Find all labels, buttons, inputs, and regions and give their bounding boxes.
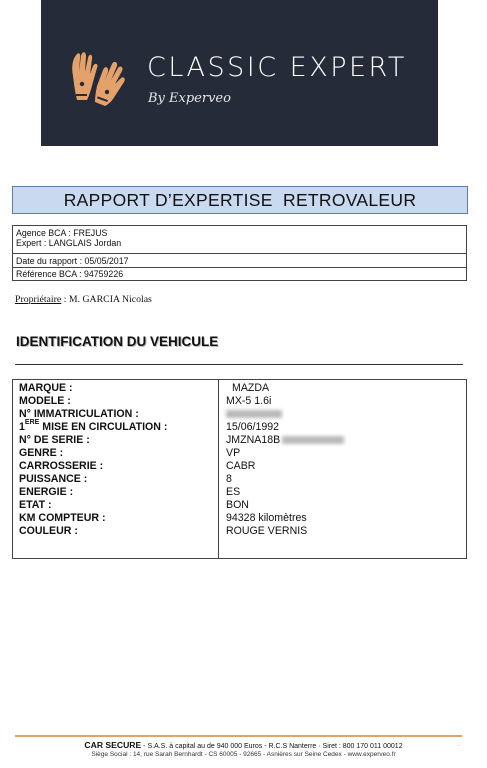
agency-line: Agence BCA : FREJUS — [16, 228, 108, 238]
field-value: 94328 kilomètres — [226, 512, 307, 524]
field-label: COULEUR : — [19, 525, 78, 537]
field-value: MAZDA — [232, 382, 270, 394]
field-value: ROUGE VERNIS — [226, 525, 308, 537]
table-row — [13, 447, 466, 460]
field-label: CARROSSERIE : — [19, 460, 104, 472]
field-value: 15/06/1992 — [226, 421, 280, 433]
field-label: KM COMPTEUR : — [19, 512, 106, 524]
section-rule — [15, 364, 463, 365]
field-value: BON — [226, 499, 249, 511]
redacted-value — [282, 436, 344, 444]
field-value: MX-5 1.6i — [226, 395, 272, 407]
field-label: PUISSANCE : — [19, 473, 88, 485]
brand-tagline: By Experveo — [148, 91, 231, 106]
expert-line: Expert : LANGLAIS Jordan — [16, 238, 122, 248]
table-row — [13, 408, 466, 421]
vehicle-identification-table — [12, 379, 467, 559]
driving-gloves-icon — [67, 46, 127, 110]
owner-label: Propriétaire — [15, 294, 62, 305]
field-value: VP — [226, 447, 241, 459]
table-row — [13, 525, 466, 538]
footer-legal: - S.A.S. à capital au de 940 000 Euros - R.C.S Nanterre · Siret : 800 170 011 00012 — [141, 743, 403, 750]
table-row — [13, 460, 466, 473]
report-info-box — [12, 225, 467, 281]
table-row — [13, 486, 466, 499]
page-mark: · — [458, 743, 460, 749]
table-row — [13, 473, 466, 486]
footer-address-line: Siège Social : 14, rue Sarah Bernhardt - CS 60005 - 92665 - Asnières sur Seine Cedex - www.experveo.fr — [91, 751, 396, 758]
field-label: ENERGIE : — [19, 486, 74, 498]
table-row — [13, 499, 466, 512]
report-title: RAPPORT D’EXPERTISE RETROVALEUR — [12, 186, 468, 214]
footer-rule — [15, 735, 462, 737]
brand-banner — [41, 0, 438, 146]
brand-name: CLASSIC EXPERT — [147, 52, 407, 83]
field-value: ES — [226, 486, 241, 498]
footer-company-line — [0, 740, 487, 750]
reference-line: Référence BCA : 94759226 — [16, 269, 124, 279]
field-value: JMZNA18B — [226, 434, 344, 447]
info-divider — [13, 253, 466, 254]
owner-value: : M. GARCIA Nicolas — [61, 294, 152, 305]
table-row — [13, 421, 466, 434]
owner-line — [15, 294, 152, 305]
table-row — [13, 395, 466, 408]
redacted-value — [226, 408, 282, 421]
section-title-vehicle: IDENTIFICATION DU VEHICULE — [16, 334, 219, 349]
field-label: MARQUE : — [19, 382, 73, 394]
field-label: MODELE : — [19, 395, 71, 407]
report-date-line: Date du rapport : 05/05/2017 — [16, 256, 129, 266]
table-row — [13, 434, 466, 447]
table-row — [13, 512, 466, 525]
field-label: N° DE SERIE : — [19, 434, 90, 446]
table-row — [13, 382, 466, 395]
info-divider — [13, 267, 466, 268]
field-value: CABR — [226, 460, 256, 472]
field-label: GENRE : — [19, 447, 64, 459]
field-label: ETAT : — [19, 499, 52, 511]
field-label: 1ERE MISE EN CIRCULATION : — [19, 419, 168, 433]
field-label: N° IMMATRICULATION : — [19, 408, 139, 420]
field-value: 8 — [226, 473, 232, 485]
footer-company-name: CAR SECURE — [84, 740, 142, 750]
